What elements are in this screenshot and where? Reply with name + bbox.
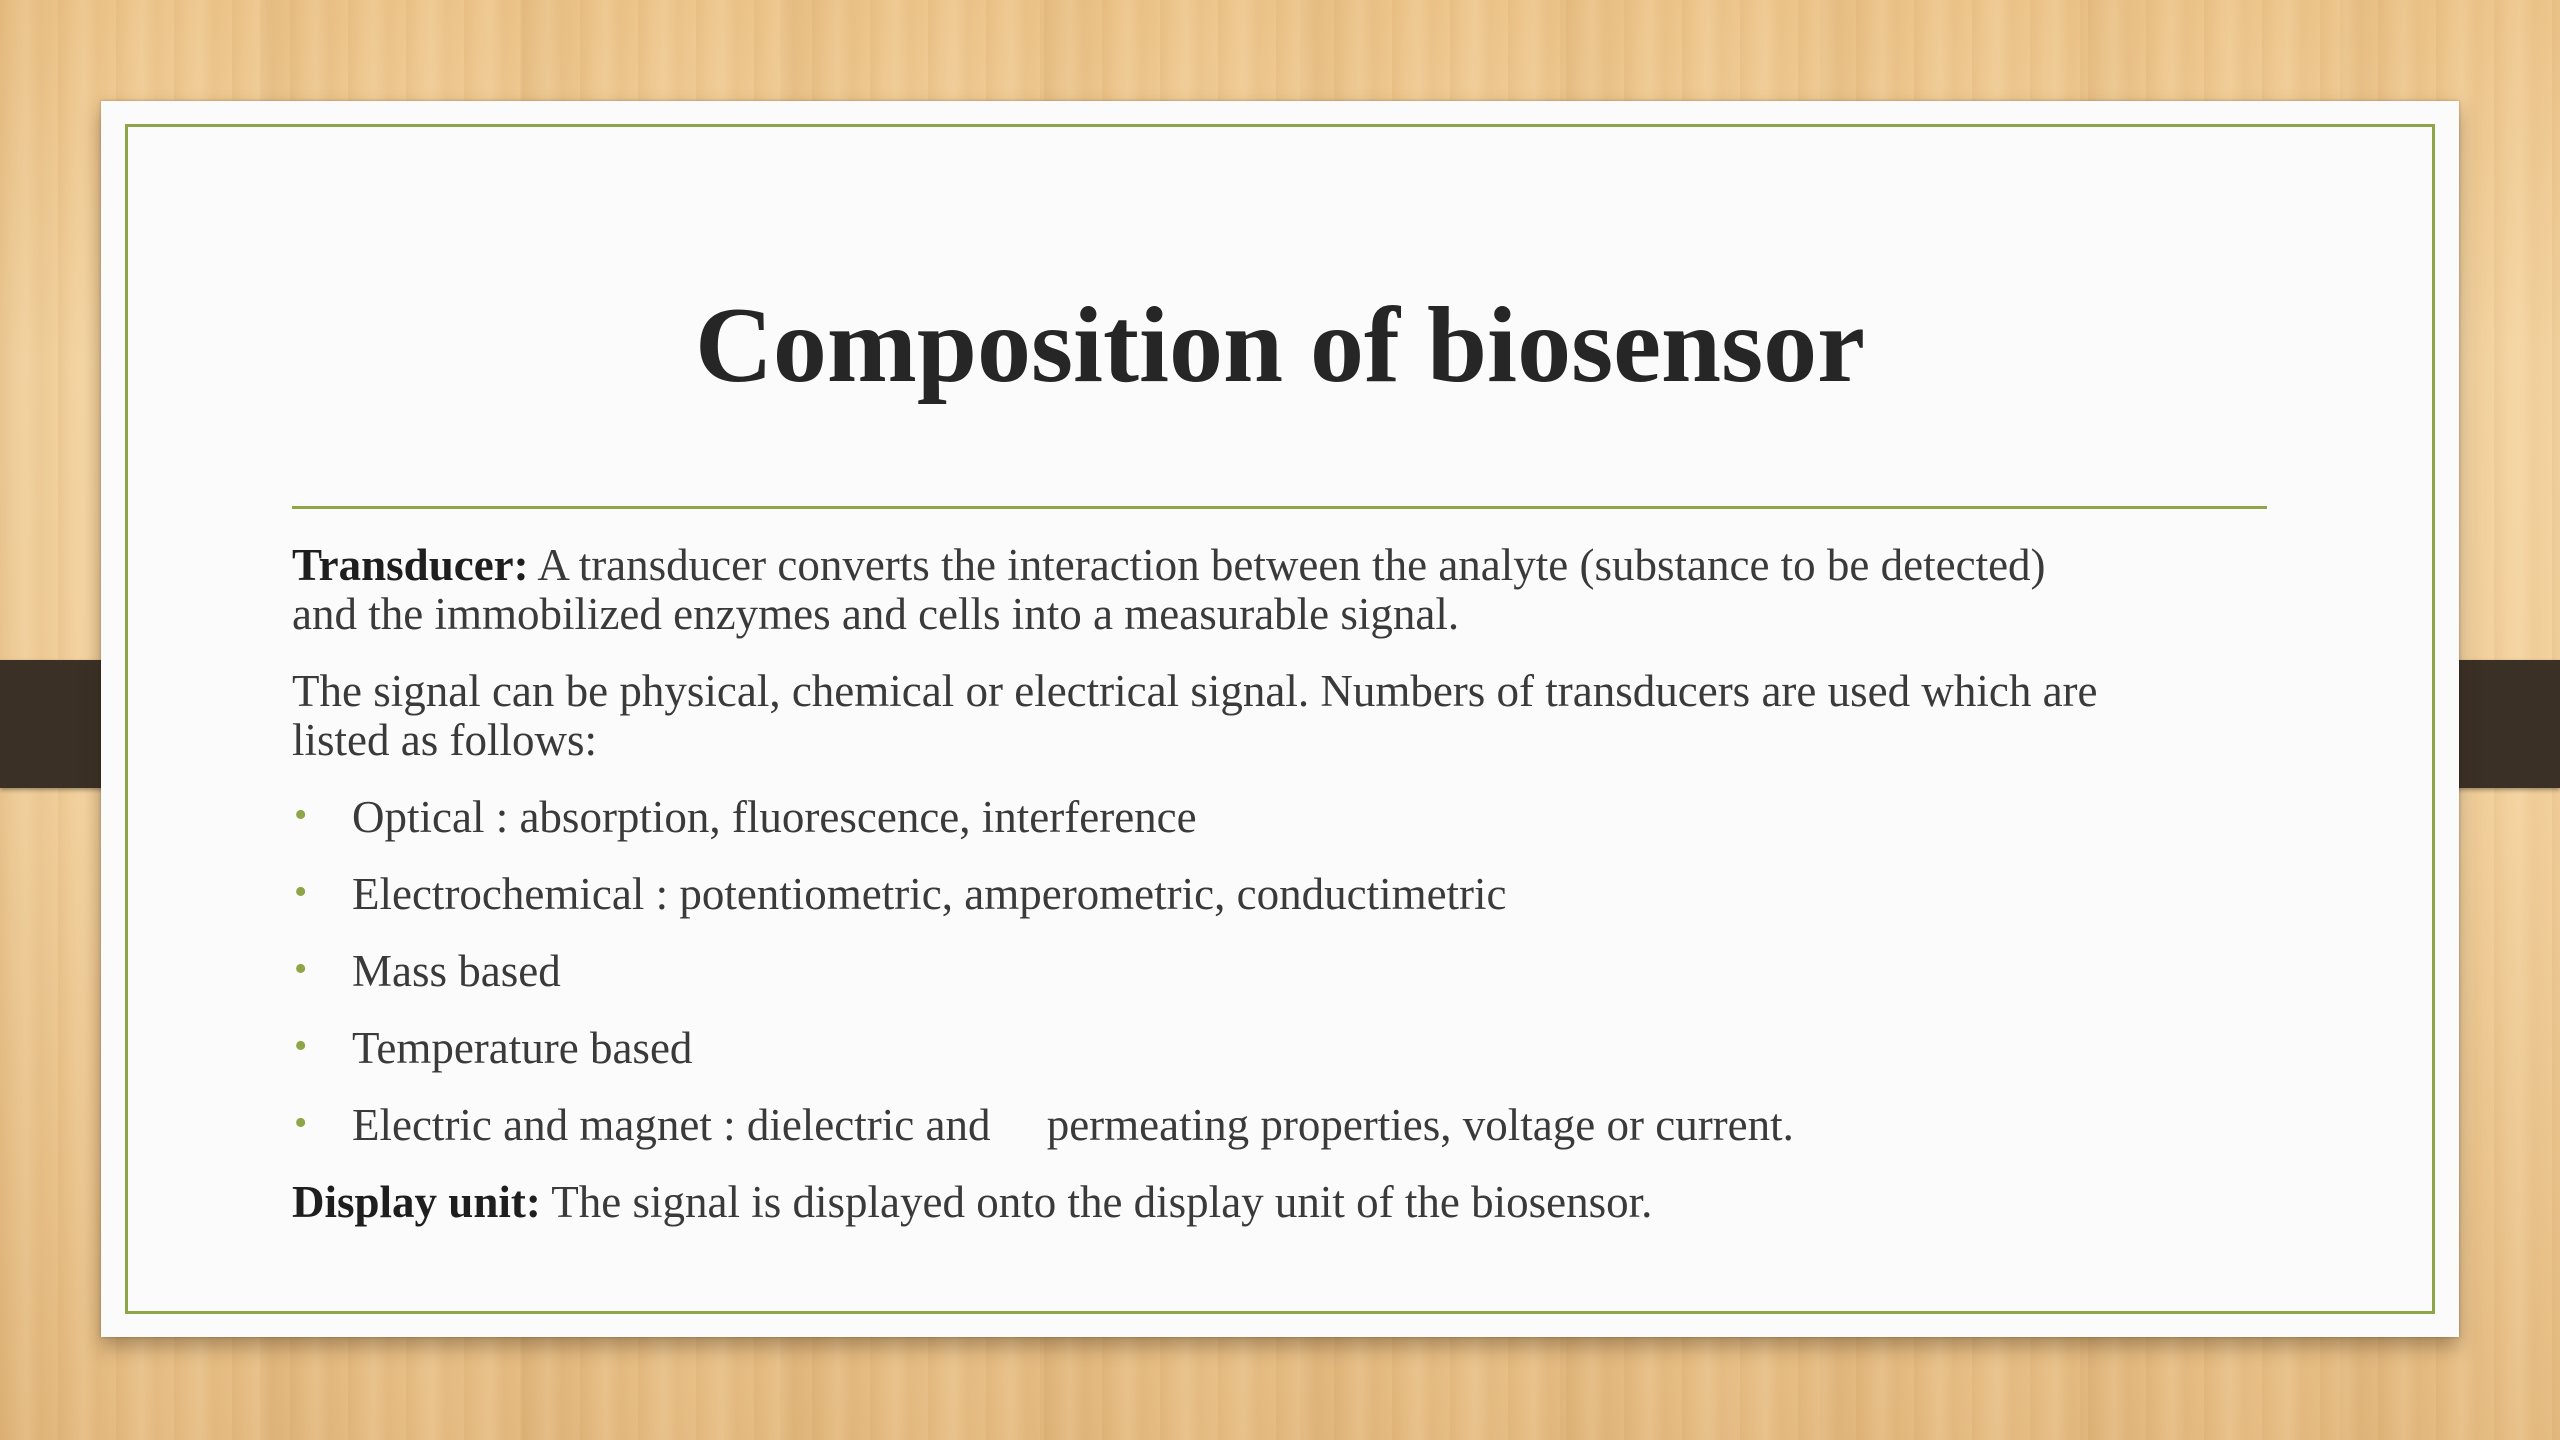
transducer-paragraph: [292, 541, 2302, 639]
list-item-temperature-based: [292, 1024, 2302, 1101]
signal-text-line2: listed as follows:: [292, 715, 597, 765]
bullet-icon: •: [294, 871, 308, 913]
list-item-text: Mass based: [352, 946, 561, 996]
transducer-text-line2: and the immobilized enzymes and cells into a measurable signal.: [292, 589, 1460, 639]
list-item-electrochemical: [292, 870, 2302, 947]
display-unit-label: Display unit:: [292, 1177, 541, 1227]
display-unit-text: The signal is displayed onto the display unit of the biosensor.: [540, 1177, 1653, 1227]
title-divider: [292, 506, 2267, 509]
bullet-icon: •: [294, 948, 308, 990]
bullet-icon: •: [294, 1025, 308, 1067]
list-item-text: Electric and magnet : dielectric and permeating properties, voltage or current.: [352, 1100, 1794, 1150]
transducer-label: Transducer:: [292, 540, 529, 590]
bullet-icon: •: [294, 1102, 308, 1144]
bullet-icon: •: [294, 794, 308, 836]
slide-body: [292, 541, 2302, 1255]
signal-text-line1: The signal can be physical, chemical or electrical signal. Numbers of transducers are used which are: [292, 666, 2098, 716]
list-item-text: Electrochemical : potentiometric, amperometric, conductimetric: [352, 869, 1507, 919]
transducer-text-line1: A transducer converts the interaction between the analyte (substance to be detected): [528, 540, 2046, 590]
list-item-electric-magnet: [292, 1101, 2302, 1178]
list-item-text: Temperature based: [352, 1023, 693, 1073]
slide-title: Composition of biosensor: [694, 286, 1866, 405]
display-unit-paragraph: [292, 1178, 2302, 1227]
slide-card: [101, 101, 2459, 1337]
transducer-types-list: [292, 793, 2302, 1178]
list-item-mass-based: [292, 947, 2302, 1024]
signal-paragraph: [292, 667, 2302, 765]
list-item-text: Optical : absorption, fluorescence, interference: [352, 792, 1197, 842]
list-item-optical: [292, 793, 2302, 870]
